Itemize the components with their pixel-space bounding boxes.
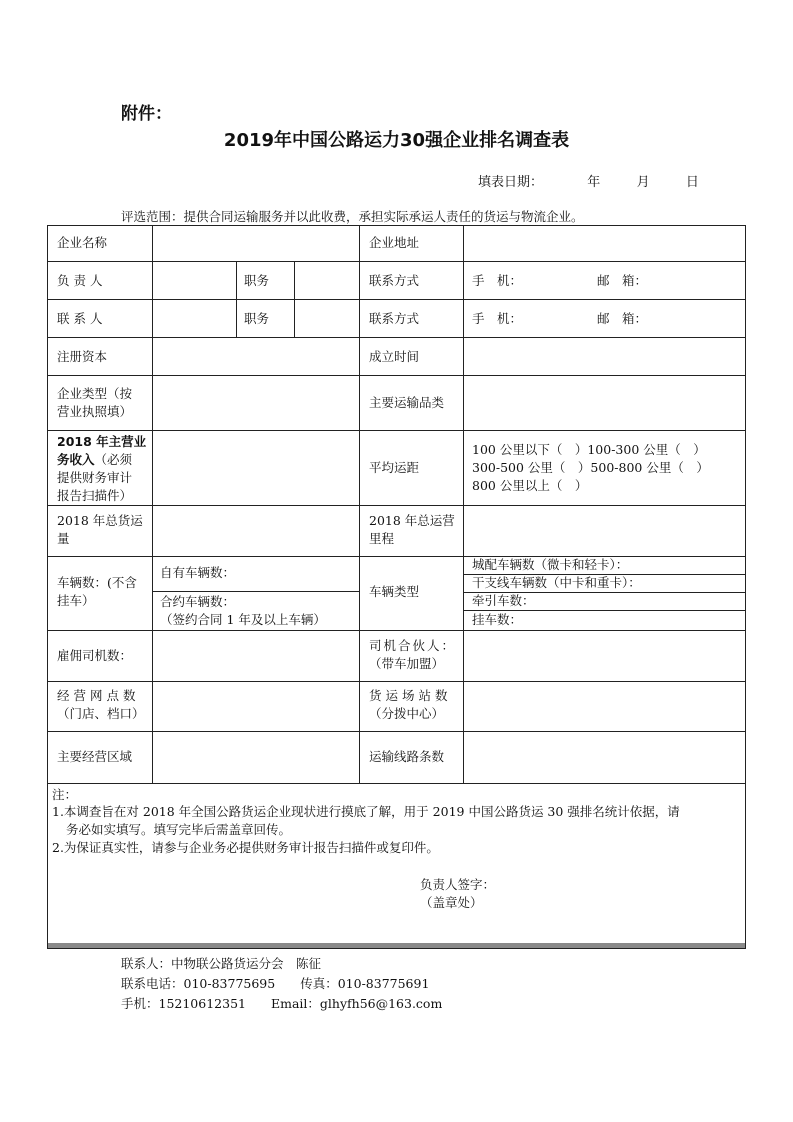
distance-option-line3: 800 公里以上（ ） — [472, 478, 588, 493]
label-contract-note: （签约合同 1 年及以上车辆） — [160, 612, 326, 627]
label-total-mileage — [369, 512, 455, 548]
label-revenue-line2: 务收入 — [57, 452, 95, 467]
label-vt-tractor: 牵引车数： — [472, 593, 535, 608]
col-line — [152, 226, 153, 783]
label-contact-method: 联系方式 — [369, 273, 420, 288]
label-vehicles-line2: 挂车） — [57, 593, 95, 608]
survey-form — [47, 225, 746, 949]
label-company-type-line1: 企业类型（按 — [57, 386, 133, 401]
label-vt-trailer: 挂车数： — [472, 612, 523, 627]
note-1-line1: 1.本调查旨在对 2018 年全国公路货运企业现状进行摸底了解，用于 2019 中国公路货运 30 强排名统计依据，请 — [52, 804, 680, 819]
label-total-mileage-line2: 里程 — [369, 531, 395, 546]
label-total-mileage-line1: 2018 年总运营 — [369, 513, 455, 528]
bottom-bar — [48, 943, 745, 948]
label-vehicle-type: 车辆类型 — [369, 584, 420, 599]
footer — [121, 954, 442, 1014]
label-vehicles — [57, 574, 137, 610]
row-line — [48, 783, 745, 784]
label-mobile: 手 机： — [472, 311, 523, 326]
page-title: 2019年中国公路运力30强企业排名调查表 — [223, 130, 570, 151]
label-driver-partner-line1: 司机合伙人： — [369, 638, 457, 653]
distance-option-line2: 300-500 公里（ ）500-800 公里（ ） — [472, 460, 709, 475]
col-line — [463, 226, 464, 783]
footer-phone: 联系电话：010-83775695 传真：010-83775691 — [121, 976, 430, 991]
label-revenue — [57, 433, 146, 505]
fill-date-month: 月 — [636, 175, 650, 190]
label-main-goods: 主要运输品类 — [369, 395, 445, 410]
col-line — [294, 261, 295, 337]
label-stations-line2: （分拨中心） — [369, 706, 445, 721]
label-revenue-line4: 报告扫描件） — [57, 488, 133, 503]
label-outlets — [57, 687, 145, 723]
distance-option-line1: 100 公里以下（ ）100-300 公里（ ） — [472, 442, 706, 457]
label-revenue-line2b: （必须 — [94, 452, 133, 467]
note-1-line2: 务必如实填写。填写完毕后需盖章回传。 — [66, 822, 292, 837]
note-2: 2.为保证真实性，请参与企业务必提供财务审计报告扫描件或复印件。 — [52, 840, 439, 855]
notes-title: 注： — [52, 787, 78, 802]
label-avg-distance: 平均运距 — [369, 460, 420, 475]
fill-date — [478, 171, 699, 190]
label-revenue-line1: 2018 年主营业 — [57, 434, 147, 449]
col-line — [359, 226, 360, 783]
label-vehicles-line1: 车辆数：(不含 — [57, 575, 137, 590]
sub-row-line — [152, 591, 359, 592]
label-route-count: 运输线路条数 — [369, 749, 445, 764]
label-company-type-line2: 营业执照填） — [57, 404, 133, 419]
label-total-freight — [57, 512, 143, 548]
label-total-freight-line1: 2018 年总货运 — [57, 513, 143, 528]
label-hired-drivers: 雇佣司机数： — [57, 648, 133, 663]
label-driver-partner-line2: （带车加盟） — [369, 656, 445, 671]
footer-contact: 联系人：中物联公路货运分会 陈征 — [121, 956, 322, 971]
label-contact-person: 联 系 人 — [57, 311, 103, 326]
label-position: 职务 — [244, 273, 270, 288]
label-outlets-line2: （门店、档口） — [57, 706, 145, 721]
label-outlets-line1: 经营网点数 — [57, 688, 140, 703]
label-main-area: 主要经营区域 — [57, 749, 133, 764]
fill-date-day: 日 — [685, 175, 699, 190]
label-contract-vehicles: 合约车辆数： — [160, 594, 236, 609]
label-stations — [369, 687, 452, 723]
label-total-freight-line2: 量 — [57, 531, 70, 546]
footer-mobile: 手机：15210612351 Email：glhyfh56@163.com — [121, 996, 443, 1011]
label-mobile: 手 机： — [472, 273, 523, 288]
label-established: 成立时间 — [369, 349, 420, 364]
attachment-label: 附件： — [121, 104, 172, 124]
label-person-in-charge: 负 责 人 — [57, 273, 103, 288]
label-position: 职务 — [244, 311, 270, 326]
label-company-name: 企业名称 — [57, 235, 108, 250]
fill-date-year: 年 — [587, 175, 601, 190]
label-registered-capital: 注册资本 — [57, 349, 108, 364]
label-email: 邮 箱： — [597, 311, 648, 326]
label-email: 邮 箱： — [597, 273, 648, 288]
stamp-label: （盖章处） — [420, 895, 483, 910]
label-vt-city: 城配车辆数（微卡和轻卡）： — [472, 557, 629, 572]
fill-date-label: 填表日期： — [478, 175, 544, 190]
label-revenue-line3: 提供财务审计 — [57, 470, 133, 485]
distance-options — [472, 441, 709, 495]
label-driver-partner — [369, 637, 456, 673]
label-company-type — [57, 385, 132, 421]
label-contact-method: 联系方式 — [369, 311, 420, 326]
label-company-address: 企业地址 — [369, 235, 420, 250]
label-vt-trunk: 干支线车辆数（中卡和重卡）： — [472, 575, 641, 590]
signature-label: 负责人签字： — [420, 877, 496, 892]
label-stations-line1: 货运场站数 — [369, 688, 452, 703]
selection-scope: 评选范围：提供合同运输服务并以此收费，承担实际承运人责任的货运与物流企业。 — [121, 209, 584, 224]
col-line — [236, 261, 237, 337]
label-own-vehicles: 自有车辆数： — [160, 565, 236, 580]
